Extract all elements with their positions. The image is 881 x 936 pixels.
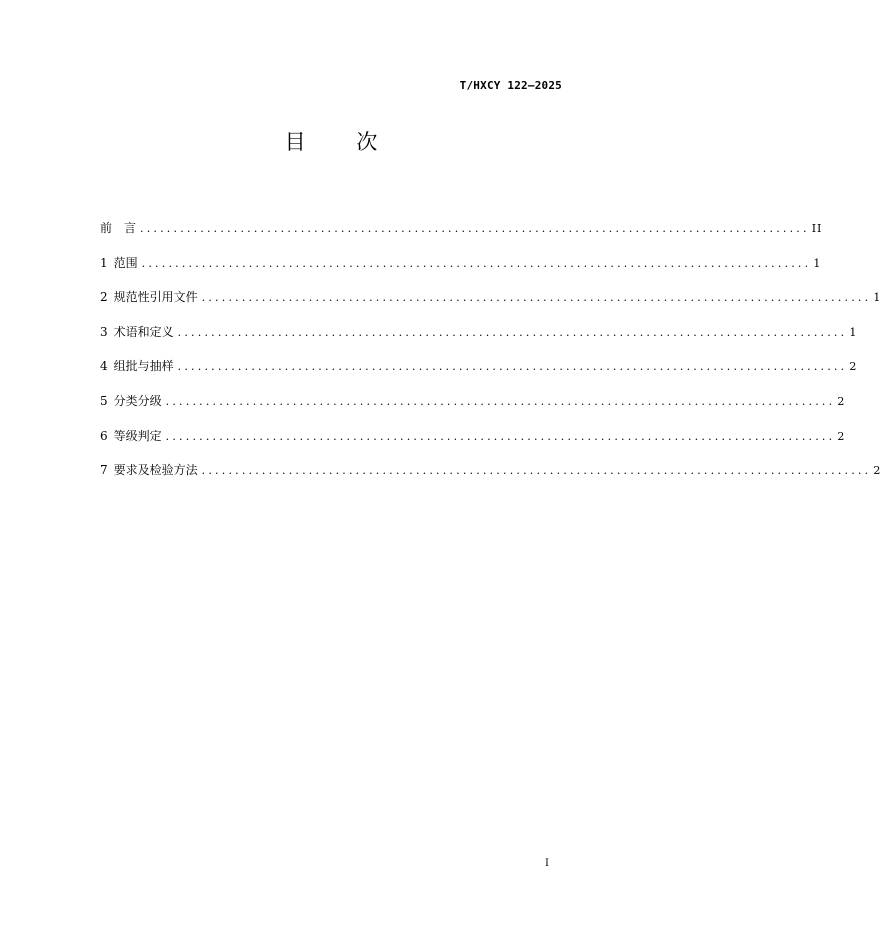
toc-title: 目 次 bbox=[284, 130, 400, 154]
toc-leader-dots: .................................................................................................... bbox=[177, 325, 848, 339]
toc-entry-page: 1 bbox=[873, 291, 881, 305]
toc-entry-label: 4 组批与抽样 bbox=[100, 359, 174, 374]
toc-entry-scope[interactable] bbox=[100, 253, 822, 288]
toc-entry-grade-determination[interactable] bbox=[100, 426, 846, 461]
toc-entry-label: 2 规范性引用文件 bbox=[100, 290, 198, 305]
table-of-contents bbox=[100, 218, 881, 495]
toc-entry-page: II bbox=[811, 222, 823, 235]
toc-entry-classification-grading[interactable] bbox=[100, 391, 846, 426]
toc-leader-dots: .................................................................................................... bbox=[165, 429, 836, 443]
toc-entry-label: 1 范围 bbox=[100, 255, 138, 270]
toc-leader-dots: .................................................................................................... bbox=[177, 360, 848, 374]
toc-entry-label: 5 分类分级 bbox=[100, 393, 162, 408]
toc-entry-page: 2 bbox=[849, 360, 858, 374]
toc-entry-label: 6 等级判定 bbox=[100, 428, 162, 443]
toc-entry-label: 前 言 bbox=[100, 221, 137, 235]
toc-entry-page: 2 bbox=[873, 464, 881, 478]
toc-entry-page: 1 bbox=[849, 325, 858, 339]
toc-entry-terms-definitions[interactable] bbox=[100, 322, 858, 357]
toc-entry-page: 1 bbox=[813, 256, 822, 270]
toc-entry-batching-sampling[interactable] bbox=[100, 356, 858, 391]
toc-entry-page: 2 bbox=[837, 394, 846, 408]
toc-entry-label: 7 要求及检验方法 bbox=[100, 463, 198, 478]
toc-entry-requirements-test-methods[interactable] bbox=[100, 460, 881, 495]
toc-entry-label: 3 术语和定义 bbox=[100, 324, 174, 339]
toc-leader-dots: .................................................................................................... bbox=[141, 256, 812, 270]
toc-entry-foreword[interactable] bbox=[100, 218, 823, 253]
toc-entry-normative-references[interactable] bbox=[100, 287, 881, 322]
page-number: I bbox=[545, 858, 549, 869]
toc-leader-dots: .................................................................................................... bbox=[140, 222, 810, 235]
toc-leader-dots: .................................................................................................... bbox=[165, 394, 836, 408]
toc-entry-page: 2 bbox=[837, 429, 846, 443]
toc-leader-dots: .................................................................................................... bbox=[201, 464, 872, 478]
document-code: T/HXCY 122—2025 bbox=[459, 79, 562, 92]
toc-leader-dots: .................................................................................................... bbox=[201, 291, 872, 305]
